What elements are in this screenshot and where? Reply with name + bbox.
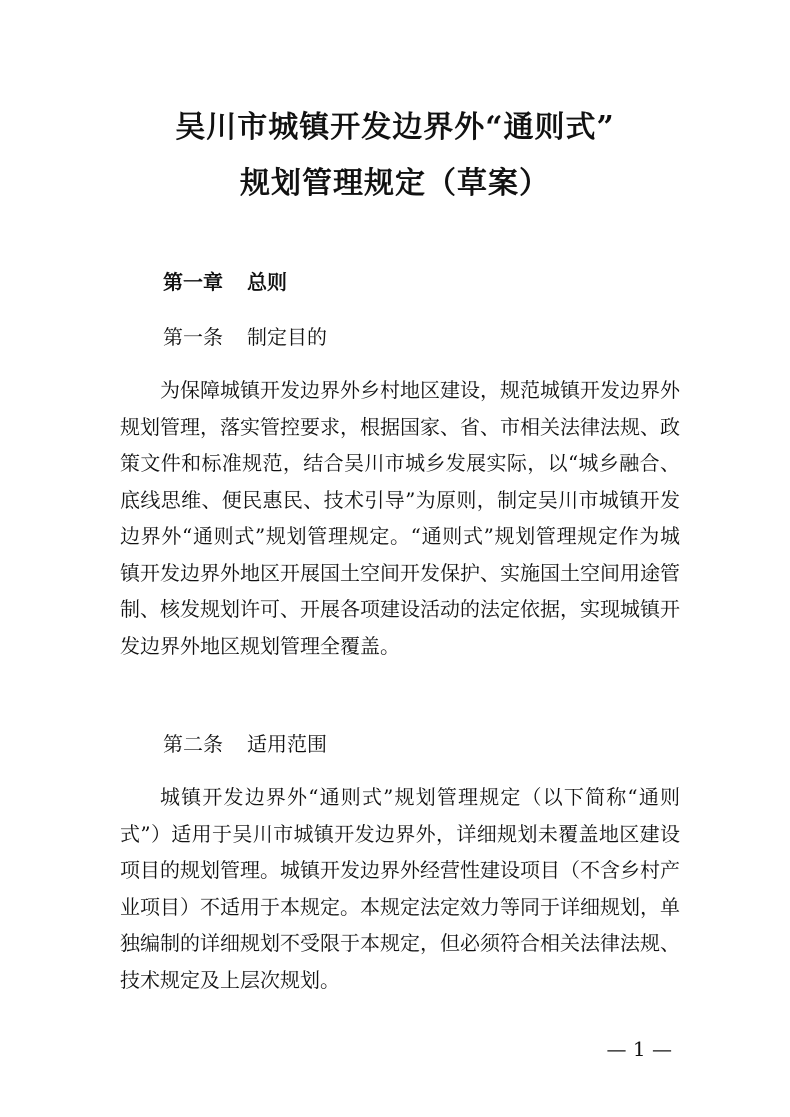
article-1-heading	[163, 323, 327, 351]
article-2-heading	[163, 730, 327, 758]
article-1-number: 第一条	[163, 325, 223, 349]
chapter-number: 第一章	[163, 270, 223, 294]
chapter-heading	[163, 268, 287, 296]
document-title-line-1: 吴川市城镇开发边界外“通则式”	[175, 110, 615, 145]
document-title-line-2: 规划管理规定（草案）	[240, 166, 550, 201]
article-2-number: 第二条	[163, 732, 223, 756]
page-number: — 1 —	[606, 1037, 672, 1061]
article-2-body: 城镇开发边界外“通则式”规划管理规定（以下简称“通则式”）适用于吴川市城镇开发边界外，详细规划未覆盖地区建设项目的规划管理。城镇开发边界外经营性建设项目（不含乡村产业项目）不适用于本规定。本规定法定效力等同于详细规划，单独编制的详细规划不受限于本规定，但必须符合相关法律法规、技术规定及上层次规划。	[120, 785, 680, 992]
article-2-name: 适用范围	[247, 732, 327, 756]
chapter-name: 总则	[247, 270, 287, 294]
article-1-name: 制定目的	[247, 325, 327, 349]
article-1-body: 为保障城镇开发边界外乡村地区建设，规范城镇开发边界外规划管理，落实管控要求，根据国家、省、市相关法律法规、政策文件和标准规范，结合吴川市城乡发展实际，以“城乡融合、底线思维、便民惠民、技术引导”为原则，制定吴川市城镇开发边界外“通则式”规划管理规定。“通则式”规划管理规定作为城镇开发边界外地区开展国土空间开发保护、实施国土空间用途管制、核发规划许可、开展各项建设活动的法定依据，实现城镇开发边界外地区规划管理全覆盖。	[120, 378, 680, 658]
